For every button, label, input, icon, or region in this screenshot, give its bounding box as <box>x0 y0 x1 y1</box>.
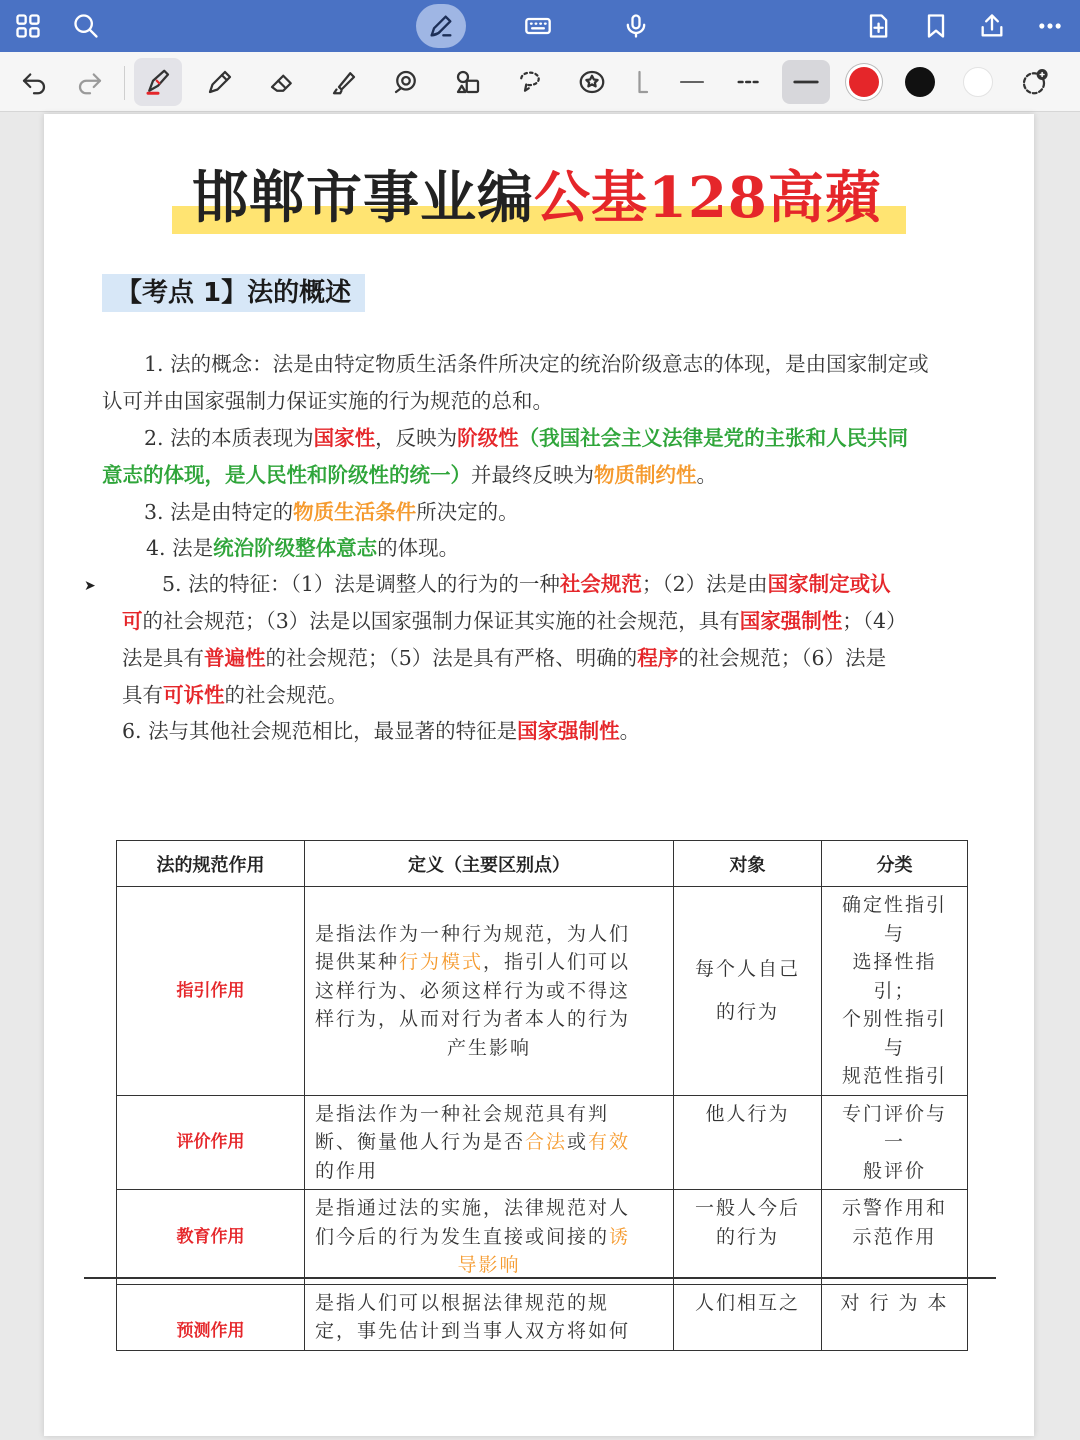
paragraph-6: 6. 法与其他社会规范相比，最显著的特征是国家强制性。 <box>122 719 641 743</box>
header-object: 对象 <box>674 841 822 887</box>
section-heading: 【考点 1】法的概述 <box>102 274 365 312</box>
paragraph-1-line-2: 认可并由国家强制力保证实施的行为规范的总和。 <box>102 389 553 413</box>
row-class: 确定性指引与 选择性指引； 个别性指引与 规范性指引 <box>822 887 968 1096</box>
paragraph-5-line-4: 具有可诉性的社会规范。 <box>122 683 348 707</box>
search-icon[interactable] <box>60 0 112 52</box>
title-block <box>172 162 906 234</box>
paragraph-5-line-2: 可的社会规范；（3）法是以国家强制力保证其实施的社会规范，具有国家强制性；（4） <box>122 609 907 633</box>
table-row <box>117 1095 968 1190</box>
highlighter-icon[interactable] <box>320 58 368 106</box>
line-solid-selected[interactable] <box>782 60 830 104</box>
row-definition: 是指法作为一种行为规范，为人们 提供某种行为模式，指引人们可以 这样行为、必须这样行为或不得这 样行为，从而对行为者本人的行为 产生影响 <box>305 887 674 1096</box>
pen-mode-icon[interactable] <box>416 4 466 48</box>
table-row <box>117 1284 968 1350</box>
redo-icon[interactable] <box>66 58 114 106</box>
color-red-swatch[interactable] <box>840 58 888 106</box>
row-object: 他人行为 <box>674 1095 822 1190</box>
paragraph-5-line-3: 法是具有普遍性的社会规范；（5）法是具有严格、明确的程序的社会规范；（6）法是 <box>122 646 887 670</box>
lasso-select-icon[interactable] <box>506 58 554 106</box>
grid-icon[interactable] <box>2 0 54 52</box>
line-dashed[interactable] <box>726 58 774 106</box>
page-title: 邯郸市事业编公基128高蘋 <box>192 165 882 231</box>
header-definition: 定义（主要区别点） <box>305 841 674 887</box>
color-white-swatch[interactable] <box>954 58 1002 106</box>
more-icon[interactable] <box>1024 0 1076 52</box>
ruler-icon[interactable] <box>630 58 654 106</box>
page-bottom-rule <box>84 1277 996 1279</box>
table-row <box>117 887 968 1096</box>
header-function: 法的规范作用 <box>117 841 305 887</box>
microphone-icon[interactable] <box>610 0 662 52</box>
table-row <box>117 1190 968 1285</box>
shapes-icon[interactable] <box>444 58 492 106</box>
keyboard-icon[interactable] <box>512 0 564 52</box>
bullet-marker-icon: ➤ <box>84 578 96 594</box>
row-function-name: 预测作用 <box>117 1284 305 1350</box>
row-definition: 是指法作为一种社会规范具有判 断、衡量他人行为是否合法或有效 的作用 <box>305 1095 674 1190</box>
add-color-icon[interactable] <box>1010 58 1058 106</box>
color-black-swatch[interactable] <box>896 58 944 106</box>
row-function-name: 教育作用 <box>117 1190 305 1285</box>
paragraph-3: 3. 法是由特定的物质生活条件所决定的。 <box>144 500 519 524</box>
toolbar-separator <box>124 66 125 100</box>
row-function-name: 评价作用 <box>117 1095 305 1190</box>
eraser-icon[interactable] <box>258 58 306 106</box>
add-page-icon[interactable] <box>852 0 904 52</box>
bookmark-icon[interactable] <box>910 0 962 52</box>
row-object: 一般人今后 的行为 <box>674 1190 822 1285</box>
row-function-name: 指引作用 <box>117 887 305 1096</box>
paragraph-1-line-1: 1. 法的概念：法是由特定物质生活条件所决定的统治阶级意志的体现，是由国家制定或 <box>144 352 929 376</box>
lasso-icon[interactable] <box>382 58 430 106</box>
paragraph-2-line-2: 意志的体现，是人民性和阶级性的统一）并最终反映为物质制约性。 <box>102 463 717 487</box>
row-class: 示警作用和 示范作用 <box>822 1190 968 1285</box>
row-object: 每个人自己 的行为 <box>674 887 822 1096</box>
share-icon[interactable] <box>966 0 1018 52</box>
row-object: 人们相互之 <box>674 1284 822 1350</box>
paragraph-2-line-1: 2. 法的本质表现为国家性，反映为阶级性（我国社会主义法律是党的主张和人民共同 <box>144 426 909 450</box>
document-page[interactable] <box>44 114 1034 1436</box>
norm-function-table <box>116 840 968 1351</box>
undo-icon[interactable] <box>10 58 58 106</box>
row-class: 对 行 为 本 <box>822 1284 968 1350</box>
sticker-icon[interactable] <box>568 58 616 106</box>
app-bar <box>0 0 1080 52</box>
paragraph-4: 4. 法是统治阶级整体意志的体现。 <box>146 536 460 560</box>
drawing-toolbar <box>0 52 1080 112</box>
paragraph-5-line-1: 5. 法的特征：（1）法是调整人的行为的一种社会规范；（2）法是由国家制定或认 <box>162 572 891 596</box>
fountain-pen-icon[interactable] <box>134 58 182 106</box>
pencil-icon[interactable] <box>196 58 244 106</box>
row-definition: 是指人们可以根据法律规范的规 定，事先估计到当事人双方将如何 <box>305 1284 674 1350</box>
row-definition: 是指通过法的实施，法律规范对人 们今后的行为发生直接或间接的诱 导影响 <box>305 1190 674 1285</box>
table-header-row <box>117 841 968 887</box>
line-thin[interactable] <box>668 58 716 106</box>
header-class: 分类 <box>822 841 968 887</box>
row-class: 专门评价与一 般评价 <box>822 1095 968 1190</box>
